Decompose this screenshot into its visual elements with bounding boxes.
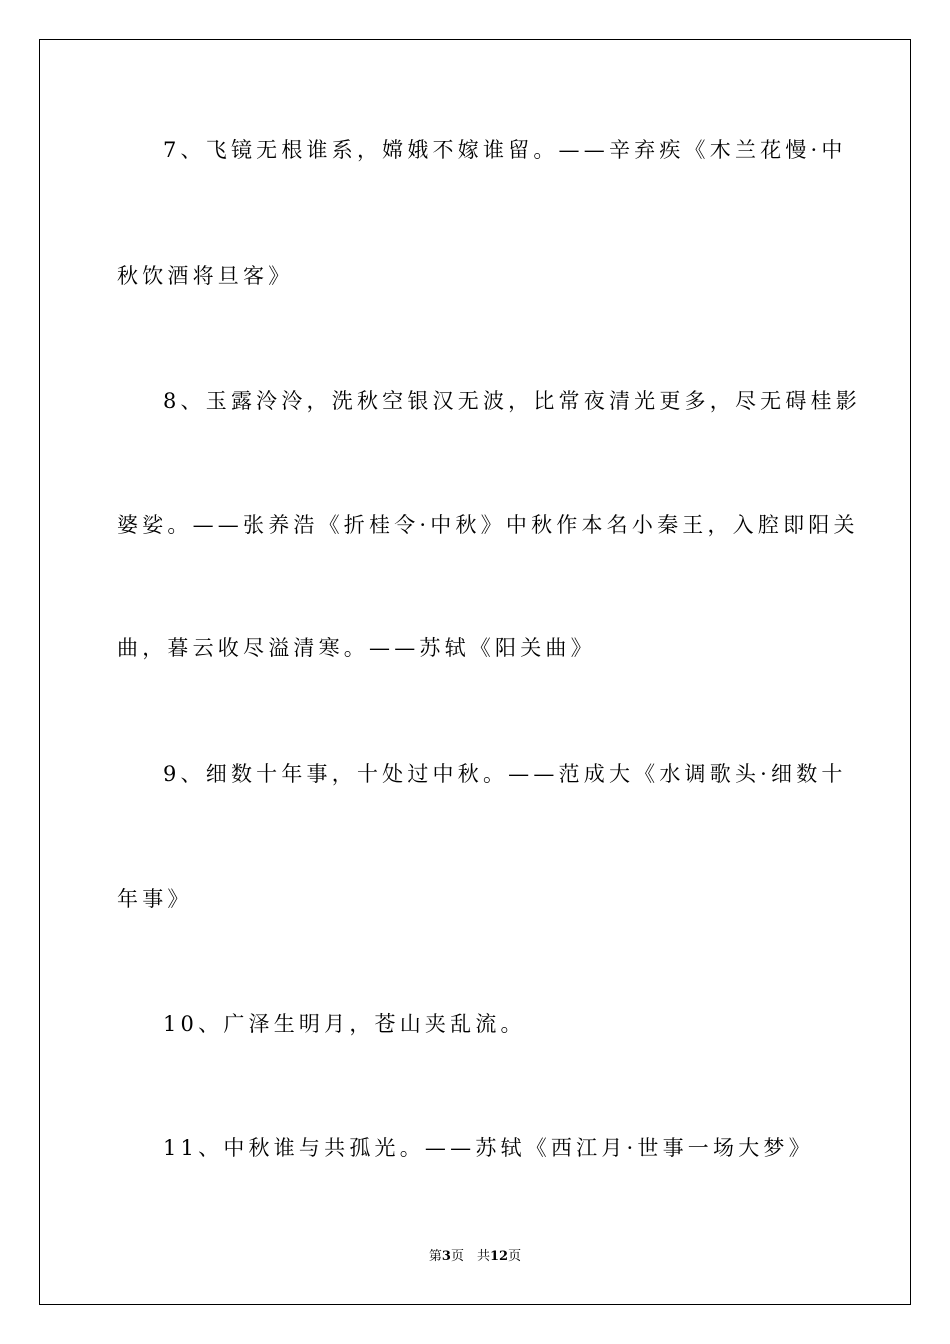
paragraph-7-line-1: 7、飞镜无根谁系，嫦娥不嫁谁留。——辛弃疾《木兰花慢·中 <box>163 138 847 162</box>
paragraph-11-line-1: 11、中秋谁与共孤光。——苏轼《西江月·世事一场大梦》 <box>163 1136 814 1160</box>
page-border <box>39 39 911 1305</box>
page-footer <box>0 1248 950 1266</box>
footer-middle: 页 共 <box>450 1249 490 1264</box>
current-page-number: 3 <box>441 1249 451 1264</box>
paragraph-8-line-1: 8、玉露泠泠，洗秋空银汉无波，比常夜清光更多，尽无碍桂影 <box>163 389 861 413</box>
footer-prefix: 第 <box>428 1249 442 1264</box>
paragraph-8-line-2: 婆娑。——张养浩《折桂令·中秋》中秋作本名小秦王，入腔即阳关 <box>117 513 859 537</box>
total-page-number: 12 <box>489 1249 509 1264</box>
paragraph-7-line-2: 秋饮酒将旦客》 <box>117 264 294 288</box>
paragraph-10-line-1: 10、广泽生明月，苍山夹乱流。 <box>163 1012 526 1036</box>
paragraph-9-line-1: 9、细数十年事，十处过中秋。——范成大《水调歌头·细数十 <box>163 762 847 786</box>
paragraph-9-line-2: 年事》 <box>117 887 193 911</box>
footer-suffix: 页 <box>508 1249 522 1264</box>
paragraph-8-line-3: 曲，暮云收尽溢清寒。——苏轼《阳关曲》 <box>117 636 596 660</box>
